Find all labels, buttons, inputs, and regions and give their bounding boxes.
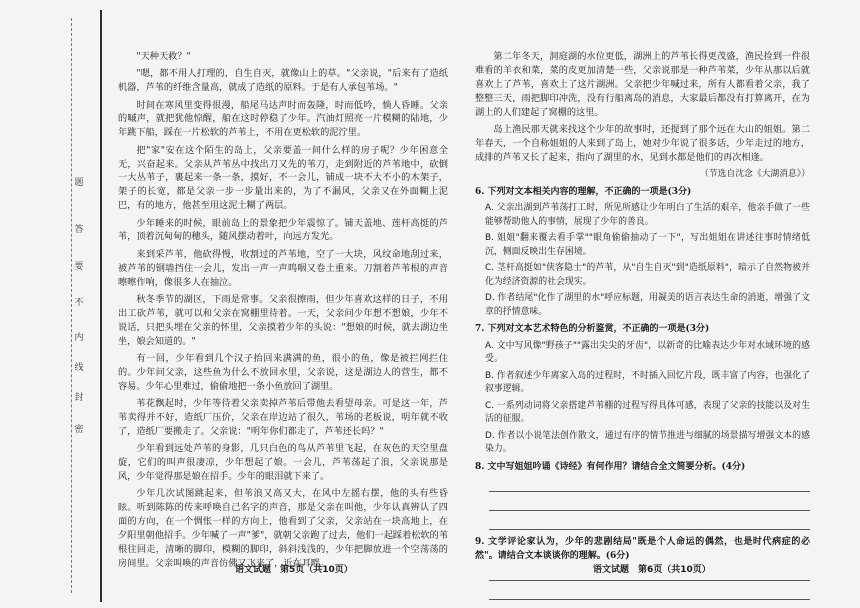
right-page — [475, 50, 810, 604]
question-6-option-b: B. 姐姐"翻来覆去看手掌""眼角偷偷抽动了一下"，写出姐姐在讲述往事时情绪低沉，侧面反映出生存困境。 — [485, 233, 810, 257]
question-7-option-d: D. 作者以小说笔法创作散文，通过有序的情节推进与细腻的场景描写增强文本的感染力。 — [485, 430, 810, 455]
seal-label-7: 封 — [74, 393, 84, 403]
seal-label-6: 线 — [74, 363, 84, 373]
paragraph: "天种天救？" — [136, 51, 191, 62]
question-7-option-c: C. 一系列动词将父亲搭建芦苇棚的过程写得具体可感，表现了父亲的技能以及对生活的征服。 — [485, 400, 810, 425]
question-7-option-b: B. 作者叙述少年离家入岛的过程时，不时插入回忆片段，既丰富了内容，也强化了叙事逻辑。 — [485, 370, 810, 395]
page-footer-right: 语文试题 第6页（共10页） — [593, 565, 711, 575]
question-8-stem: 8. 文中写姐姐吟诵《诗经》有何作用？请结合全文简要分析。(4分) — [475, 461, 746, 472]
seal-label-5: 内 — [74, 333, 84, 343]
seal-label-1: 题 — [74, 178, 84, 188]
seal-label-3: 要 — [74, 262, 84, 272]
paragraph: 来到采芦苇，他砍得慢，收割过的芦苇地，空了一大块，风纹命地刮过来，被芦苇的钢墙挡住一会儿，发出一声一声鸣咽又卷土重来。刀割着芦苇根的声音嚓嚓作响，像很多人在抽泣。 — [118, 248, 448, 288]
question-6-stem: 6. 下列对文本相关内容的理解，不正确的一项是(3分) — [475, 186, 692, 197]
answer-line[interactable] — [489, 515, 810, 530]
question-7-stem: 7. 下列对文本艺术特色的分析鉴赏，不正确的一项是(3分) — [475, 324, 710, 335]
seal-label-4: 不 — [74, 298, 84, 308]
paragraph: 少年看到远处芦苇的身影，几只白色的鸟从芦苇里飞起，在灰色的天空里盘旋，它们的叫声很凄凉，少年想起了娘。一会儿，芦苇荡起了浪，父亲说那是风，少年觉得那是娘在招手。少年的眼泪就下来了。 — [118, 443, 448, 482]
question-7-option-a: A. 文中写风像"野孩子""露出尖尖的牙齿"，以新奇的比喻表达少年对水域环境的感受。 — [485, 340, 810, 365]
page-footer-left: 语文试题 第5页（共10页） — [235, 565, 353, 575]
paragraph: 秋冬季节的湖区，下雨是常事。父亲很擦雨，但少年喜欢这样的日子，不用出工砍芦苇，就可以和父亲在窝棚里待着。一天，父亲问少年想不想娘，少年不说话，只把头埋在父亲的怀里，父亲摸着少年的头说："想娘的时候，就去湖边坐坐，娘会知道的。" — [118, 293, 448, 347]
answer-line[interactable] — [489, 496, 810, 511]
paragraph: 少年几次试图跳起来，但苇浪又高又大，在风中左摇右摆，他的头有些昏眩。听到陈陈的传来呼唤自己名字的声音，那是父亲在叫他，少年认真辨认了四面的方向，在一个惆怅一样的方向上，他看到了父亲，父亲站在一块高地上，在夕阳里朝他招手。少年喊了一声"爹"，就朝父亲跑了过去，他们一起踩着松软的苇根往回走，清晰的脚印，模糊的脚印，斜斜浅浅的，少年把脚放进一个空荡荡的房间里。父亲叫唤的声音仿佛又飞来了，近在耳畔。 — [118, 488, 449, 569]
paragraph: 岛上渔民那天就来找这个少年的故事时，还提到了那个远在大山的姐姐。第二年春天，一个自称姐姐的人来到了岛上，她对少年说了很多话，少年走过的地方，成排的芦苇又长了起来，指向了湖里的水，见到水都是他们的再次相逢。 — [475, 123, 810, 163]
paragraph: "嗯，都不用人打理的，自生自灭，就像山上的草。"父亲说，"后来有了造纸机器，芦苇的纤维含量高，就成了造纸的原料。于是有人承包苇场。" — [118, 68, 448, 94]
answer-line[interactable] — [489, 585, 810, 600]
paragraph: 少年睡来的时候，眼前岛上的景象把少年震惊了。铺天盖地、莲杆高挺的芦苇，顶着沉甸甸的穗头，随风摆动着叶，向远方发光。 — [118, 217, 448, 243]
paragraph: 时间在寒风里变得很漫，船尾马达声时而轰隆，时而低吟，惝人昏睡。父亲的嘁声，就把犹他惊醒，船在这时停稳了少年。汽油灯照亮一片模糊的陆地，少年跳下船，踩在一片松软的芦苇上，不用在更松软的泥泞里。 — [118, 99, 448, 139]
question-6-option-c: C. 茎杆高挺如"侠客隐士"的芦苇，从"自生自灭"到"造纸原料"，暗示了自然物被并化为经济资源的社会现实。 — [485, 263, 810, 287]
seal-label-2: 答 — [74, 225, 84, 235]
answer-line[interactable] — [489, 477, 810, 492]
paragraph: 把"家"安在这个陌生的岛上，父亲要盖一间什么样的房子呢？少年困意全无，兴奋起来。父亲从芦苇丛中找出刀又先的苇刀，走到附近的芦苇地中，砍倒一大丛苇子，裹起来一条一条，摸好，不一会儿，铺成一块不大不小的木架子，架子的长宽，都是父亲一步一步量出来的，为了不漏风，父亲又在外面糊上泥巴，有的地方，他甚至用这泥土糊了两层。 — [118, 144, 448, 212]
left-page — [118, 50, 448, 574]
source-citation: （节选自沈念《大湖消息》） — [700, 169, 810, 180]
seal-label-8: 密 — [74, 425, 84, 435]
seal-dashed-line — [71, 18, 72, 593]
question-6-option-d: D. 作者结尾"化作了湖里的水"呼应标题，用凝美的语言表达生命的消逝，增强了文章的抒情意味。 — [485, 293, 810, 317]
question-9-stem: 9. 文学评论家认为，少年的悲剧结局"既是个人命运的偶然，也是时代病症的必然"。请结合文本谈谈你的理解。(6分) — [475, 537, 810, 561]
paragraph: 苇花飘起时，少年等待着父亲卖掉芦苇后带他去看望母亲。可是这一年，芦苇卖得并不好，造纸厂压价，父亲在岸边站了很久，苇场的老板说，明年就不收了，造纸厂要搬走了。父亲说："明年你们都走了，芦苇还长吗？" — [118, 397, 448, 437]
page-border-line — [100, 10, 102, 602]
paragraph: 第二年冬天，洞庭湖的水位更低，湖洲上的芦苇长得更茂盛，渔民捡到一件很难看的羊衣和菜，菜的皮更加清楚一些，父亲说那是一种芦苇菜，少年从那以后就喜欢上了芦苇，喜欢上了这片湖洲。父亲把少年喊过来，所有人都看着父亲，我了整整三天，雨把脚印冲洗，没有行船离岛的消息，大家最后都没有打算离开，在为湖上的人们建起了窝棚的这里。 — [475, 51, 810, 118]
paragraph: 有一回，少年看到几个汉子抬回来满满的鱼，很小的鱼，像是被拦网拦住的。少年问父亲，这些鱼为什么不放回水里，父亲说，这是湖边人的营生，都不容易。少年心里难过，偷偷地把一条小鱼放回了湖里。 — [118, 352, 448, 392]
question-6-option-a: A. 父亲出湖到芦苇荡打工时，所见所感让少年明白了生活的艰辛，他亲手做了一些能够帮助他人的事情，展现了少年的善良。 — [485, 203, 810, 227]
binding-margin — [0, 0, 104, 608]
